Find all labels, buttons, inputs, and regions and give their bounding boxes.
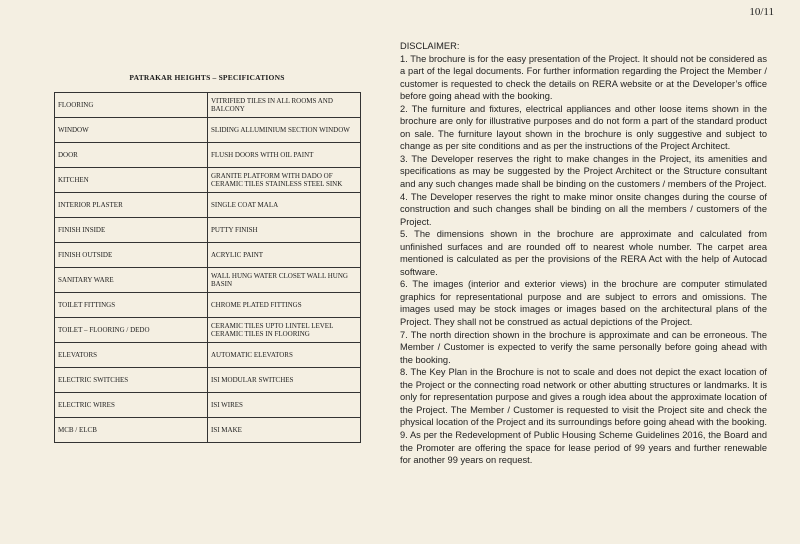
disclaimer-item: 4. The Developer reserves the right to make minor onsite changes during the course of construction and such changes shall be binding on all the members / customers of the Project. — [400, 191, 767, 227]
spec-detail: VITRIFIED TILES IN ALL ROOMS AND BALCONY — [208, 93, 361, 118]
spec-detail: GRANITE PLATFORM WITH DADO OF CERAMIC TILES STAINLESS STEEL SINK — [208, 168, 361, 193]
table-row — [55, 293, 361, 318]
table-row — [55, 368, 361, 393]
spec-detail: ISI WIRES — [208, 393, 361, 418]
spec-item: ELECTRIC WIRES — [55, 393, 208, 418]
spec-item: TOILET FITTINGS — [55, 293, 208, 318]
disclaimer-heading: DISCLAIMER: — [400, 41, 460, 51]
disclaimer-item: 1. The brochure is for the easy presentation of the Project. It should not be considered as a part of the legal documents. For further information regarding the Project the Member / customer is requested to check the details on RERA website or at the Developer’s office before going ahead with the booking. — [400, 53, 767, 102]
spec-item: ELEVATORS — [55, 343, 208, 368]
spec-item: MCB / ELCB — [55, 418, 208, 443]
table-row — [55, 268, 361, 293]
table-row — [55, 168, 361, 193]
disclaimer-item: 6. The images (interior and exterior views) in the brochure are computer stimulated graphics for representational purpose and are subject to errors and omissions. The images used may be stock images or images based on the architectural plans of the Project. They shall not be construed as actual depictions of the Project. — [400, 279, 767, 328]
table-row — [55, 243, 361, 268]
table-row — [55, 93, 361, 118]
spec-item: SANITARY WARE — [55, 268, 208, 293]
spec-item: WINDOW — [55, 118, 208, 143]
spec-detail: AUTOMATIC ELEVATORS — [208, 343, 361, 368]
spec-item: ELECTRIC SWITCHES — [55, 368, 208, 393]
spec-item: FLOORING — [55, 93, 208, 118]
spec-detail: SLIDING ALLUMINIUM SECTION WINDOW — [208, 118, 361, 143]
spec-detail: ACRYLIC PAINT — [208, 243, 361, 268]
spec-detail: CHROME PLATED FITTINGS — [208, 293, 361, 318]
spec-item: INTERIOR PLASTER — [55, 193, 208, 218]
specifications-title: PATRAKAR HEIGHTS – SPECIFICATIONS — [129, 73, 285, 82]
disclaimer-item: 8. The Key Plan in the Brochure is not to scale and does not depict the exact location of the Project or the connecting road network or other abutting structures or landmarks. It is only for representation purpose and gives a rough idea about the approximate location of the Project. The Member / Customer is requested to visit the Project site and check the physical location of the Project and its surroundings before going ahead with the booking. — [400, 367, 767, 428]
table-row — [55, 143, 361, 168]
spec-detail: SINGLE COAT MALA — [208, 193, 361, 218]
spec-item: KITCHEN — [55, 168, 208, 193]
disclaimer-item: 5. The dimensions shown in the brochure are approximate and calculated from unfinished surfaces and are rounded off to nearest whole number. The carpet area mentioned is calculated as per the provisions of the RERA Act with the help of Autocad software. — [400, 229, 767, 277]
spec-detail: ISI MODULAR SWITCHES — [208, 368, 361, 393]
table-row — [55, 418, 361, 443]
spec-item: DOOR — [55, 143, 208, 168]
spec-detail: PUTTY FINISH — [208, 218, 361, 243]
table-row — [55, 393, 361, 418]
disclaimer-section — [400, 40, 767, 467]
page-number: 10/11 — [749, 6, 774, 18]
spec-detail: WALL HUNG WATER CLOSET WALL HUNG BASIN — [208, 268, 361, 293]
disclaimer-item: 7. The north direction shown in the brochure is approximate and can be erroneous. The Member / Customer is expected to verify the same personally before going ahead with the booking. — [400, 329, 767, 365]
disclaimer-item: 2. The furniture and fixtures, electrical appliances and other loose items shown in the brochure are only for illustrative purposes and do not form a part of the standard product on sale. The furniture layout shown in the brochure is only suggestive and subject to change as per site conditions and as per the instructions of the Project Architect. — [400, 103, 767, 152]
table-row — [55, 318, 361, 343]
disclaimer-item: 9. As per the Redevelopment of Public Housing Scheme Guidelines 2016, the Board and the Promoter are offering the space for lease period of 99 years and further renewable for another 99 years on request. — [400, 429, 767, 466]
table-row — [55, 118, 361, 143]
table-row — [55, 193, 361, 218]
spec-item: FINISH OUTSIDE — [55, 243, 208, 268]
specifications-table — [54, 92, 361, 443]
spec-detail: CERAMIC TILES UPTO LINTEL LEVEL CERAMIC TILES IN FLOORING — [208, 318, 361, 343]
spec-item: FINISH INSIDE — [55, 218, 208, 243]
spec-detail: FLUSH DOORS WITH OIL PAINT — [208, 143, 361, 168]
table-row — [55, 218, 361, 243]
spec-item: TOILET – FLOORING / DEDO — [55, 318, 208, 343]
spec-detail: ISI MAKE — [208, 418, 361, 443]
table-row — [55, 343, 361, 368]
disclaimer-item: 3. The Developer reserves the right to make changes in the Project, its amenities and specifications as may be suggested by the Project Architect or the Structure consultant and any such changes made shall be binding on the customers / members of the Project. — [400, 153, 767, 190]
